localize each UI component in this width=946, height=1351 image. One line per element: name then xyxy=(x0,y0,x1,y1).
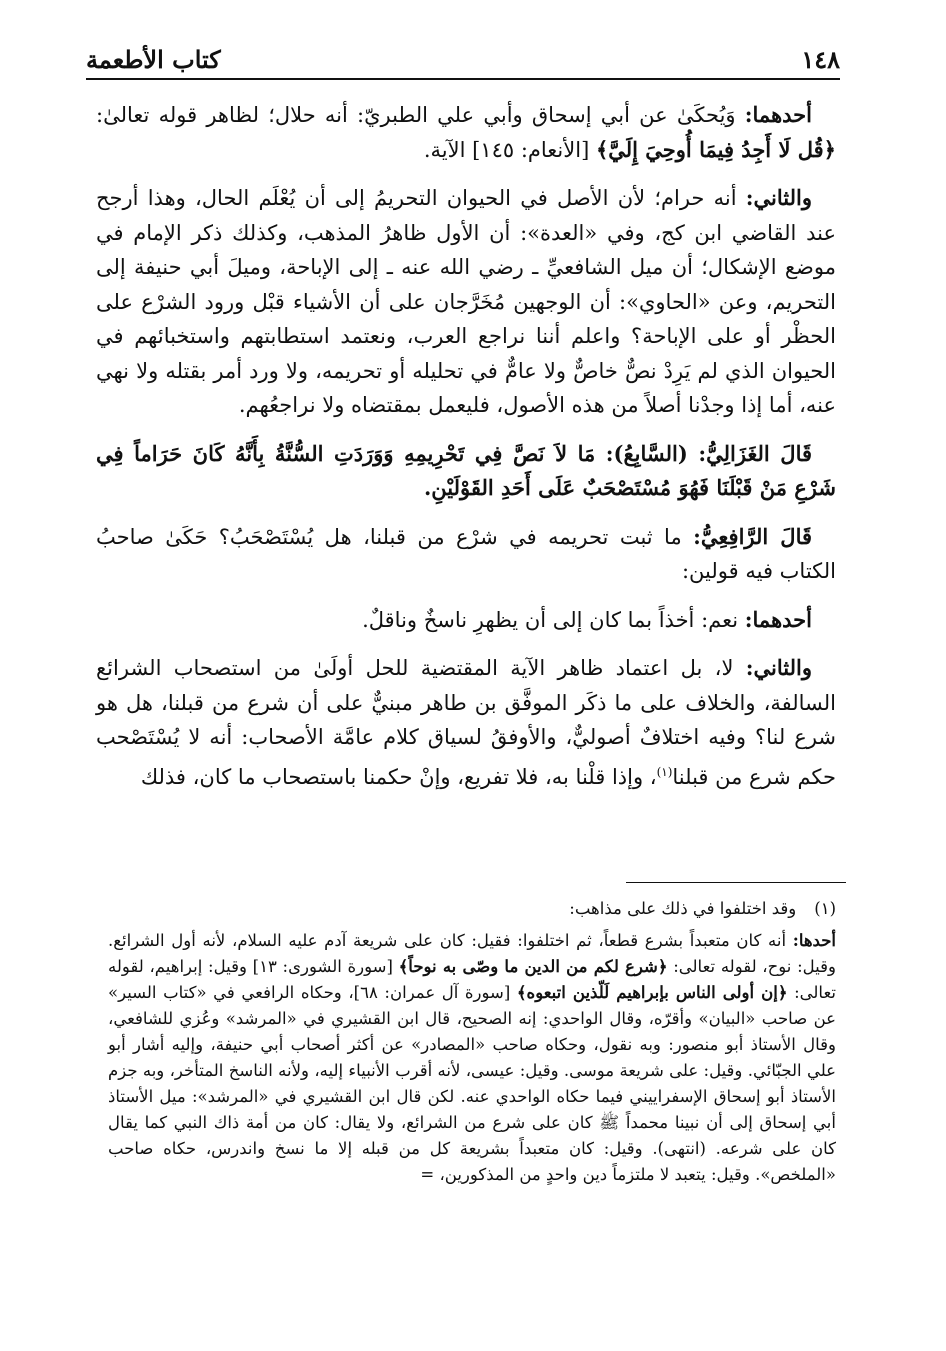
paragraph-second-saying xyxy=(96,651,836,794)
paragraph-lead: والثاني: xyxy=(745,655,812,680)
footnote-body xyxy=(108,928,836,1188)
paragraph-text: أنه حرام؛ لأن الأصل في الحيوان التحريمُ إلى أن يُعْلَم الحال، وهذا أرجح عند القاضي ابن كج، وفي «العدة»: أن الأول ظاهرُ المذهب، وكذلك ذكر الإمام في موضع الإشكال؛ أن ميل الشافعيِّ ـ رضي الله عنه ـ إلى الإباحة، وميلَ أبي حنيفة إلى التحريم، وعن «الحاوي»: أن الوجهين مُخَرَّجان على أن الأشياء قبْل ورود الشرْع على الحظْر أو على الإباحة؟ واعلم أننا نراجع العرب، ونعتمد استطابتهم واستخبائهم في الحيوان الذي لم يَرِدْ نصٌّ خاصٌّ ولا عامٌّ في تحليله أو تحريمه، ولا ورد أمر بقتله ولا نهي عنه، أما إذا وجدْنا أصلاً من هذه الأصول، فليعمل بمقتضاه ولا نراجعُهم. xyxy=(96,186,836,417)
footnote-heading xyxy=(108,896,836,922)
paragraph-first-opinion xyxy=(96,98,836,167)
footnote-text: [سورة الشورى: ١٣] وقيل: إبراهيم، لقوله تعالى: xyxy=(108,957,837,1002)
paragraph-ghazali xyxy=(96,437,836,506)
footnote-text: [سورة آل عمران: ٦٨]، وحكاه الرافعي في «كتاب السير» عن صاحب «البيان» وأقرّه، وقال الواحدي: إنه الصحيح، قال ابن القشيري في «المرشد» وعُزي للشافعي، وقال الأستاذ أبو منصور: وبه نقول، وحكاه صاحب «المصادر» عن أكثر أصحاب أبي حنيفة، وإليه أشار أبو علي الجبّائي. وقيل: على شريعة موسى. وقيل: عيسى، لأنه أقرب الأنبياء إليه، ولأنه الناسخ المتأخر، وبه جزم الأستاذ أبو إسحاق الإسفراييني فيما حكاه الواحدي عنه. لكن قال ابن القشيري في «المرشد»: ميل الأستاذ أبي إسحاق إلى أن نبينا محمداً ﷺ كان على شرع من الشرائع، ولا يقال: كان من أمة ذاك النبي كما يقال كان على شرعه. (انتهى). وقيل: كان متعبداً بشريعة كل من قبله إلا ما نسخ واندرس، حكاه صاحب «الملخص». وقيل: يتعبد لا ملتزماً دين واحدٍ من المذكورين، = xyxy=(108,983,836,1184)
paragraph-rafii xyxy=(96,520,836,589)
paragraph-text: ما ثبت تحريمه في شرْع من قبلنا، هل يُسْتَصْحَبُ؟ حَكَىٰ صاحبُ الكتاب فيه قولين: xyxy=(96,524,836,583)
footnote-reference[interactable]: (١) xyxy=(656,764,673,779)
paragraph-text: وَيُحكَىٰ عن أبي إسحاق وأبي علي الطبريّ: أنه حلال؛ لظاهر قوله تعالىٰ: xyxy=(96,103,745,127)
quran-verse: ﴿قُل لَا أَجِدُ فِيمَا أُوحِيَ إِلَيَّ﴾ xyxy=(595,136,836,162)
paragraph-text: نعم: أخذاً بما كان إلى أن يظهرِ ناسخٌ وناقلٌ. xyxy=(362,607,745,632)
footnote-lead: أحدها: xyxy=(792,931,836,950)
footnote xyxy=(108,896,836,1188)
paragraph-text: لا، بل اعتماد ظاهر الآية المقتضية للحل أولَىٰ من استصحاب الشرائع السالفة، والخلاف على ما ذكَر الموفَّق بن طاهر مبنيٌّ على أن شرع من قبلنا، هل هو شرع لنا؟ وفيه اختلافٌ أصوليٌّ، والأوفقُ لسياق كلام عامَّة الأصحاب: أنه لا يُسْتَصْحب حكم شرع من قبلنا xyxy=(96,656,836,789)
footnote-intro: وقد اختلفوا في ذلك على مذاهب: xyxy=(569,899,797,918)
paragraph-tail: [الأنعام: ١٤٥] الآية. xyxy=(423,137,596,162)
paragraph-text: (السَّابِعُ): مَا لاَ نَصَّ فِي تَحْرِيمِهِ وَوَرَدَتِ السُّنَّةُ بِأَنَّهُ كَانَ حَرَاماً فِي شَرْعِ مَنْ قَبْلَنَا فَهُوَ مُسْتَصْحَبٌ عَلَى أَحَدِ القَوْلَيْنِ. xyxy=(96,440,836,500)
footnote-number: (١) xyxy=(814,899,836,918)
header-rule xyxy=(86,78,840,80)
main-text xyxy=(96,98,836,808)
footnote-text: أنه كان متعبداً بشرع قطعاً، ثم اختلفوا: فقيل: كان على شريعة آدم عليه السلام، لأنه أول الشرائع. وقيل: نوح، لقوله تعالى: xyxy=(108,931,836,976)
paragraph-first-saying xyxy=(96,603,836,638)
running-title: كتاب الأطعمة xyxy=(86,45,221,74)
paragraph-second-opinion xyxy=(96,181,836,423)
paragraph-lead: قَالَ الرَّافِعِيُّ: xyxy=(693,523,813,549)
paragraph-lead: قَالَ الغَزَالِيُّ: xyxy=(698,440,813,466)
quran-verse: ﴿إن أولى الناس بإبراهيم لَلّذين اتبعوه﴾ xyxy=(516,983,788,1002)
paragraph-lead: أحدهما: xyxy=(744,606,812,632)
page-number: ١٤٨ xyxy=(801,45,840,74)
quran-verse: ﴿شرع لكم من الدين ما وصّى به نوحاً﴾ xyxy=(398,957,668,976)
footnote-separator xyxy=(626,882,846,883)
paragraph-tail: ، وإذا قلْنا به، فلا تفريع، وإنْ حكمنا باستصحاب ما كان، فذلك xyxy=(140,764,657,789)
page-header xyxy=(86,40,840,74)
paragraph-lead: أحدهما: xyxy=(744,102,812,127)
paragraph-lead: والثاني: xyxy=(745,185,812,210)
